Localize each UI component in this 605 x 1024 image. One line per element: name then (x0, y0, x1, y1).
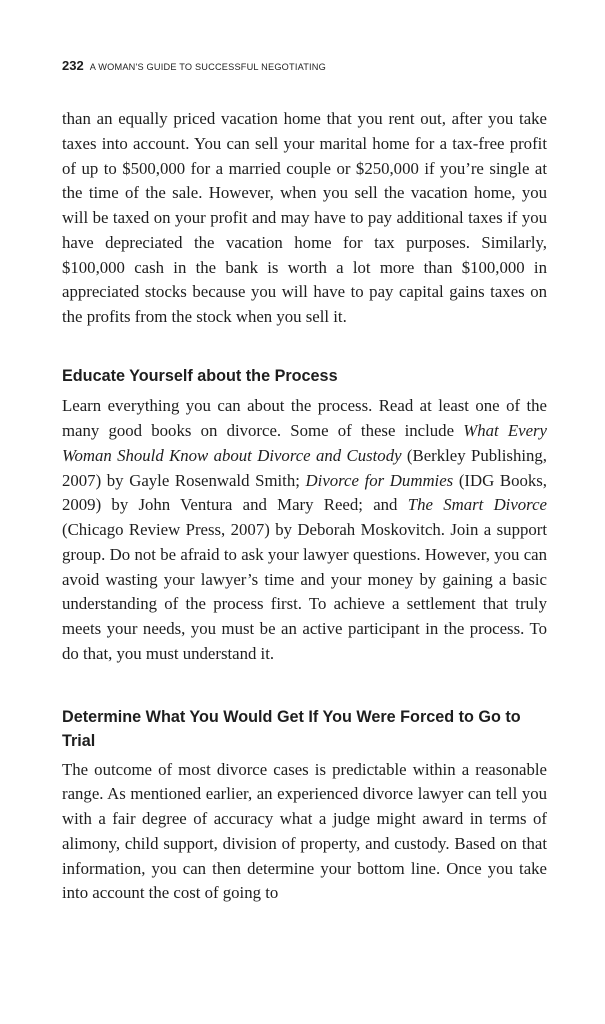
paragraph-trial: The outcome of most divorce cases is predictable within a reasonable range. As mentioned earlier, an experienced divorce lawyer can tell you with a fair degree of accuracy what a judge might award in terms of alimony, child support, division of property, and custody. Based on that information, you can then determine your bottom line. Once you take into account the cost of going to (62, 759, 547, 903)
book-page (62, 0, 547, 1024)
running-head-title: A WOMAN'S GUIDE TO SUCCESSFUL NEGOTIATING (89, 62, 326, 72)
paragraph-educate (62, 394, 547, 666)
educate-text-1: Learn everything you can about the process. Read at least one of the many good books on divorce. Some of these include (62, 396, 547, 440)
page-number: 232 (62, 58, 84, 73)
paragraph-continued: than an equally priced vacation home that you rent out, after you take taxes into account. You can sell your marital home for a tax-free profit of up to $500,000 for a married couple or $250,000 if you’re single at the time of the sale. However, when you sell the vacation home, you will be taxed on your profit and may have to pay additional taxes if you have depreciated the vacation home for tax purposes. Similarly, $100,000 cash in the bank is worth a lot more than $100,000 in appreciated stocks because you will have to pay capital gains taxes on the profits from the stock when you sell it. (62, 109, 547, 326)
educate-text-4: (Chicago Review Press, 2007) by Deborah Moskovitch. Join a support group. Do not be afraid to ask your lawyer questions. However, you can avoid wasting your lawyer’s time and your money by gaining a basic understanding of the process first. To achieve a settlement that truly meets your needs, you must be an active participant in the process. To do that, you must understand it. (62, 520, 547, 663)
educate-text-2: (Berkley Publishing, 2007) by Gayle Rosenwald Smith; (62, 445, 547, 490)
educate-text-3: (IDG Books, 2009) by John Ventura and Mary Reed; and (62, 470, 547, 515)
running-head (62, 57, 326, 75)
book-title-3: The Smart Divorce (407, 495, 547, 515)
page-body (62, 107, 547, 906)
book-title-1: What Every Woman Should Know about Divorce and Custody (62, 421, 547, 465)
section-heading-trial: Determine What You Would Get If You Were Forced to Go to Trial (62, 707, 521, 750)
book-title-2: Divorce for Dummies (305, 470, 454, 490)
section-heading-educate: Educate Yourself about the Process (62, 366, 338, 385)
